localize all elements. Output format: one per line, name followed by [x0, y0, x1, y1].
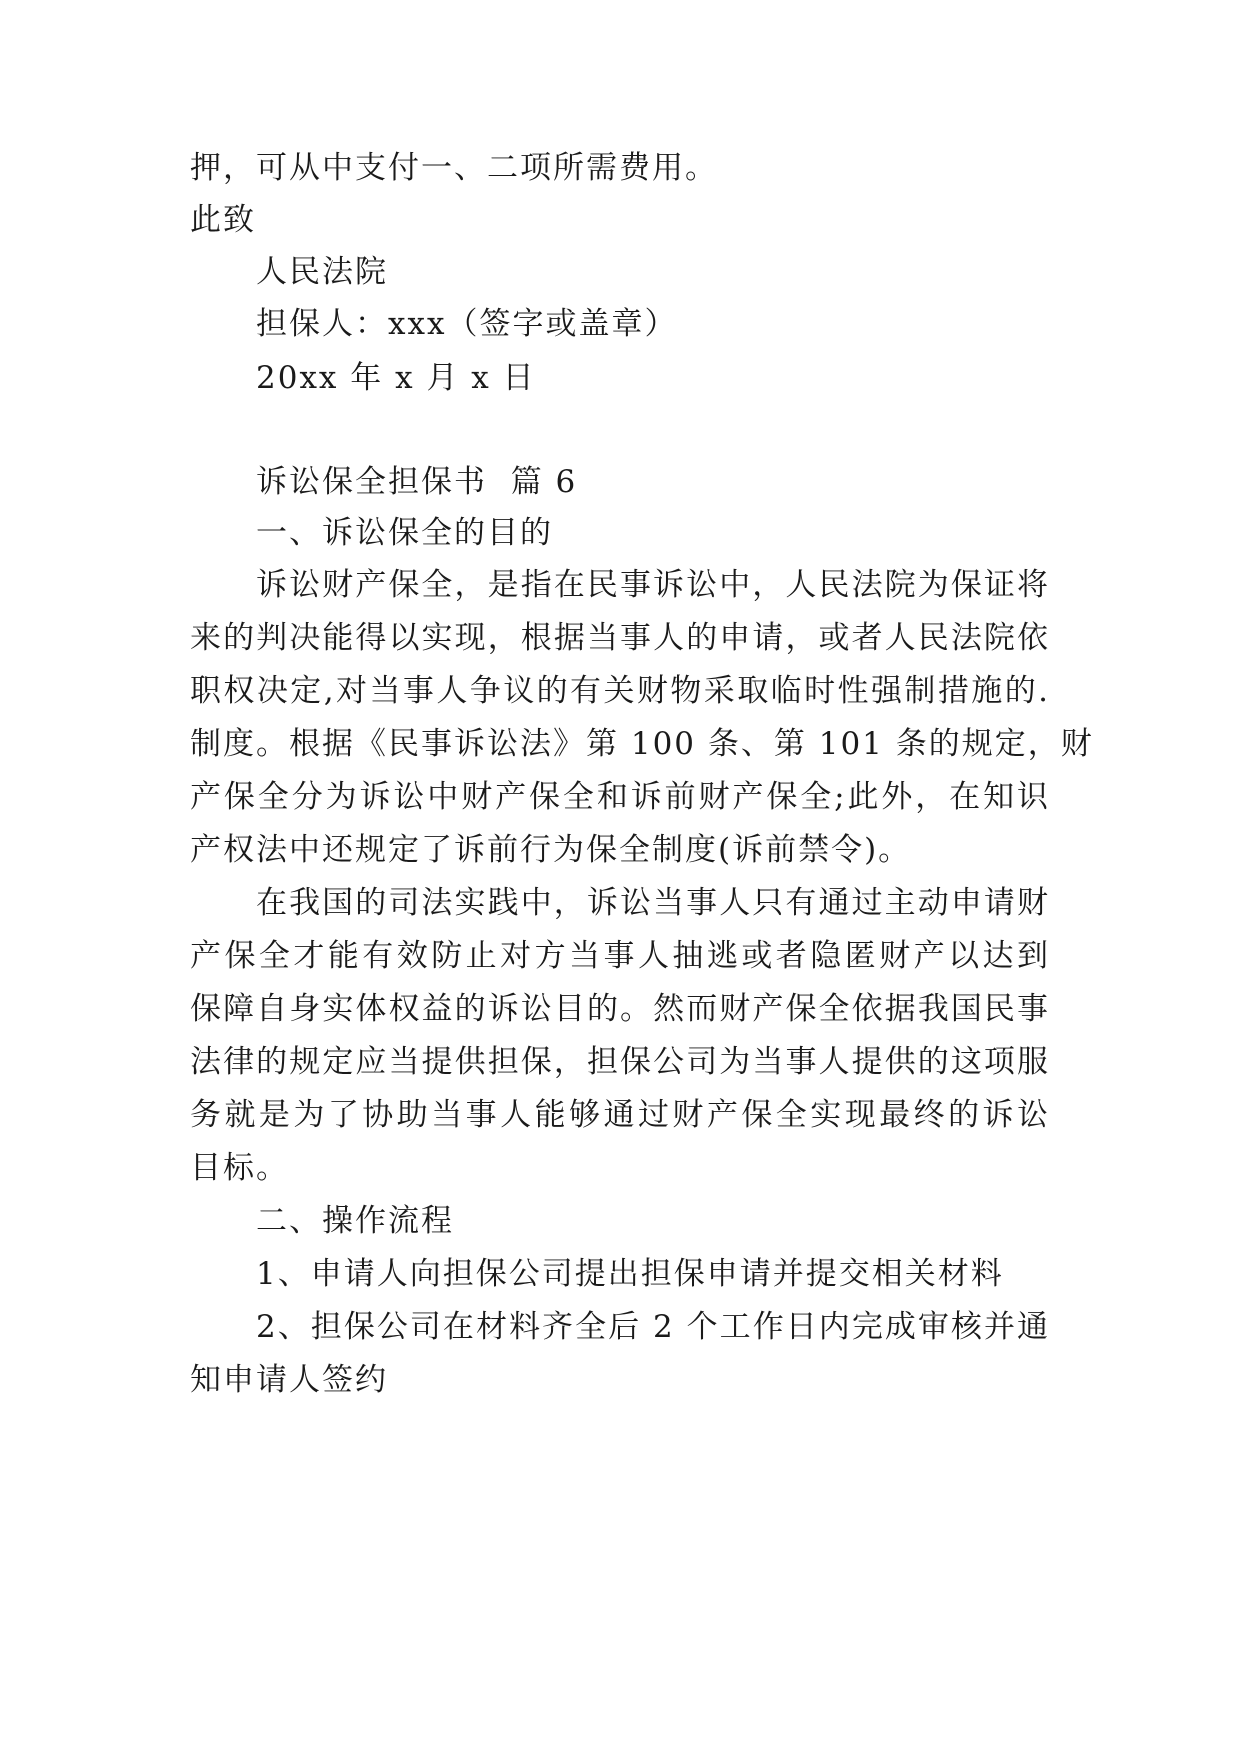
step-2-line: 2、担保公司在材料齐全后 2 个工作日内完成审核并通: [256, 1309, 1050, 1345]
paragraph-2-line: 务就是为了协助当事人能够通过财产保全实现最终的诉讼: [190, 1097, 1050, 1133]
heading-purpose: 一、诉讼保全的目的: [256, 515, 553, 551]
paragraph-2-line: 保障自身实体权益的诉讼目的。然而财产保全依据我国民事: [190, 991, 1050, 1027]
guarantor-signature-line: 担保人：xxx（签字或盖章）: [256, 306, 678, 342]
paragraph-1-line: 诉讼财产保全，是指在民事诉讼中，人民法院为保证将: [256, 567, 1050, 603]
paragraph-1-line: 产权法中还规定了诉前行为保全制度(诉前禁令)。: [190, 832, 912, 868]
step-1: 1、申请人向担保公司提出担保申请并提交相关材料: [256, 1256, 1004, 1292]
closing-salutation: 此致: [190, 202, 256, 238]
paragraph-1-line: 产保全分为诉讼中财产保全和诉前财产保全;此外，在知识: [190, 779, 1050, 815]
section-title: 诉讼保全担保书 篇 6: [256, 464, 578, 500]
paragraph-2-line: 法律的规定应当提供担保，担保公司为当事人提供的这项服: [190, 1044, 1050, 1080]
paragraph-1-line: 来的判决能得以实现，根据当事人的申请，或者人民法院依: [190, 620, 1050, 656]
paragraph-2-line: 在我国的司法实践中，诉讼当事人只有通过主动申请财: [256, 885, 1050, 921]
step-2-line: 知申请人签约: [190, 1362, 388, 1398]
paragraph-1-line: 职权决定,对当事人争议的有关财物采取临时性强制措施的.: [190, 673, 1050, 709]
closing-line-1: 押，可从中支付一、二项所需费用。: [190, 150, 718, 186]
paragraph-2-line: 目标。: [190, 1150, 289, 1186]
paragraph-1-line: 制度。根据《民事诉讼法》第 100 条、第 101 条的规定，财: [190, 726, 1094, 762]
date-line: 20xx 年 x 月 x 日: [256, 360, 536, 396]
paragraph-2-line: 产保全才能有效防止对方当事人抽逃或者隐匿财产以达到: [190, 938, 1050, 974]
heading-procedure: 二、操作流程: [256, 1203, 454, 1239]
addressee: 人民法院: [256, 254, 388, 290]
